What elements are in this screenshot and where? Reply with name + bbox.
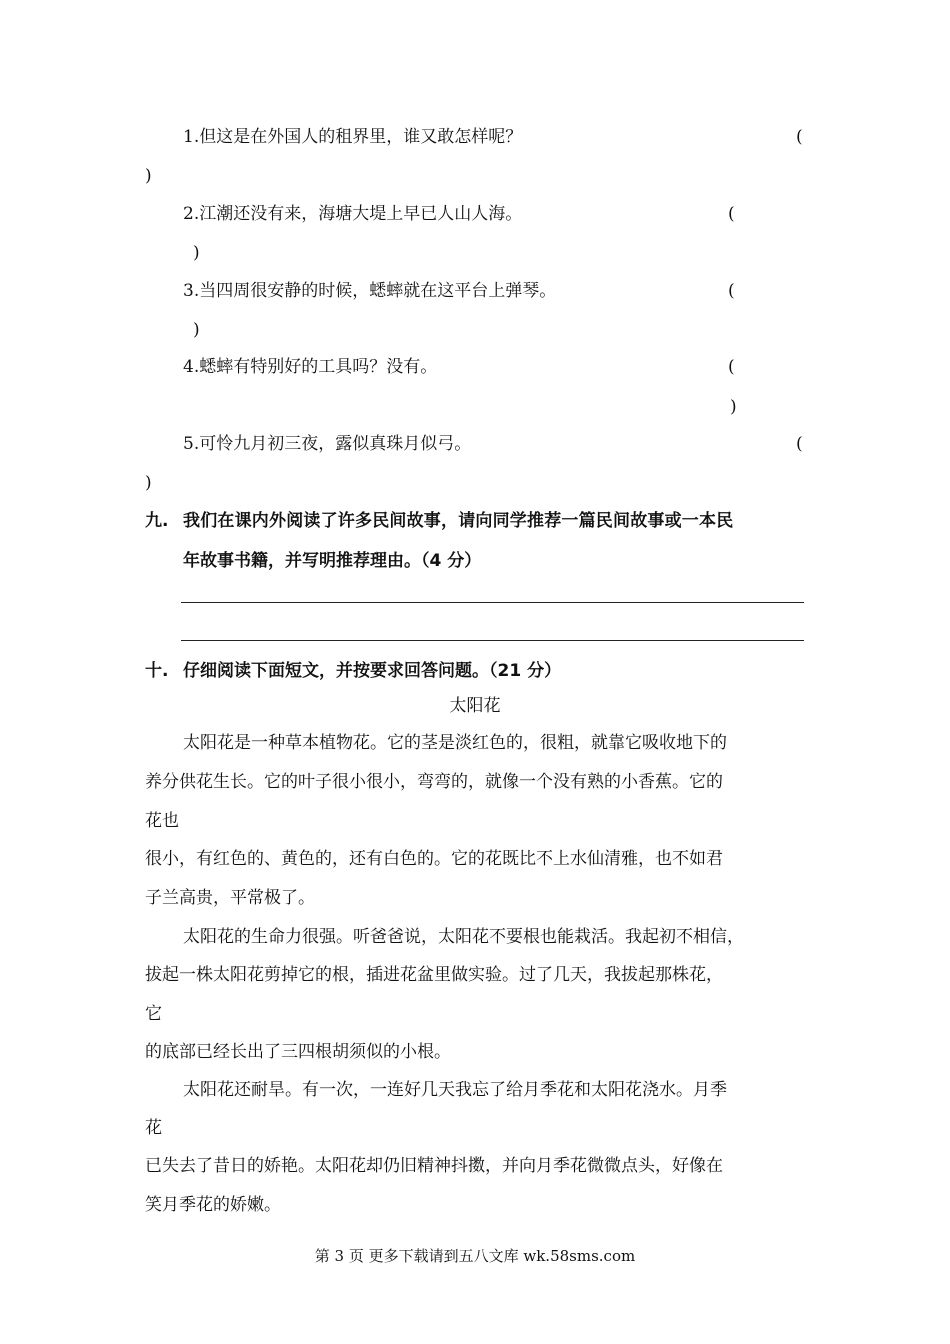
answer-paren-open: (	[728, 281, 735, 301]
answer-line	[181, 602, 804, 603]
question-text: 3.当四周很安静的时候，蟋蟀就在这平台上弹琴。	[183, 281, 557, 301]
answer-paren-close: )	[145, 473, 152, 493]
question-text: 1.但这是在外国人的租界里，谁又敢怎样呢？	[183, 127, 523, 147]
answer-paren-open: (	[796, 434, 803, 454]
section-heading-line-2: 年故事书籍，并写明推荐理由。（4 分）	[183, 551, 482, 571]
page-footer: 第 3 页 更多下载请到五八文库 wk.58sms.com	[314, 1247, 636, 1265]
answer-paren-close: )	[193, 320, 200, 340]
answer-paren-open: (	[728, 357, 735, 377]
answer-paren-open: (	[796, 127, 803, 147]
question-text: 2.江潮还没有来，海塘大堤上早已人山人海。	[183, 204, 523, 224]
question-text: 4.蟋蟀有特别好的工具吗？没有。	[183, 357, 438, 377]
article-line: 太阳花还耐旱。有一次，一连好几天我忘了给月季花和太阳花浇水。月季	[183, 1080, 727, 1100]
section-number: 十.	[145, 661, 169, 681]
answer-paren-close: )	[730, 397, 737, 417]
article-line: 很小，有红色的、黄色的，还有白色的。它的花既比不上水仙清雅，也不如君	[145, 849, 723, 869]
article-line: 花	[145, 1118, 162, 1138]
article-line: 子兰高贵，平常极了。	[145, 888, 315, 908]
article-line: 太阳花的生命力很强。听爸爸说，太阳花不要根也能栽活。我起初不相信，	[183, 927, 744, 947]
article-line: 笑月季花的娇嫩。	[145, 1195, 281, 1215]
section-heading-line-1: 我们在课内外阅读了许多民间故事，请向同学推荐一篇民间故事或一本民	[183, 511, 734, 531]
answer-paren-close: )	[193, 243, 200, 263]
article-line: 它	[145, 1004, 162, 1024]
article-line: 太阳花是一种草本植物花。它的茎是淡红色的，很粗，就靠它吸收地下的	[183, 733, 727, 753]
section-number: 九.	[145, 511, 169, 531]
article-line: 的底部已经长出了三四根胡须似的小根。	[145, 1042, 451, 1062]
article-line: 花也	[145, 811, 179, 831]
answer-line	[181, 640, 804, 641]
question-text: 5.可怜九月初三夜，露似真珠月似弓。	[183, 434, 472, 454]
article-line: 已失去了昔日的娇艳。太阳花却仍旧精神抖擞，并向月季花微微点头，好像在	[145, 1156, 723, 1176]
answer-paren-open: (	[728, 204, 735, 224]
article-line: 养分供花生长。它的叶子很小很小，弯弯的，就像一个没有熟的小香蕉。它的	[145, 772, 723, 792]
section-heading: 仔细阅读下面短文，并按要求回答问题。（21 分）	[183, 661, 562, 681]
answer-paren-close: )	[145, 166, 152, 186]
article-title: 太阳花	[449, 696, 501, 716]
article-line: 拔起一株太阳花剪掉它的根，插进花盆里做实验。过了几天，我拔起那株花，	[145, 965, 723, 985]
